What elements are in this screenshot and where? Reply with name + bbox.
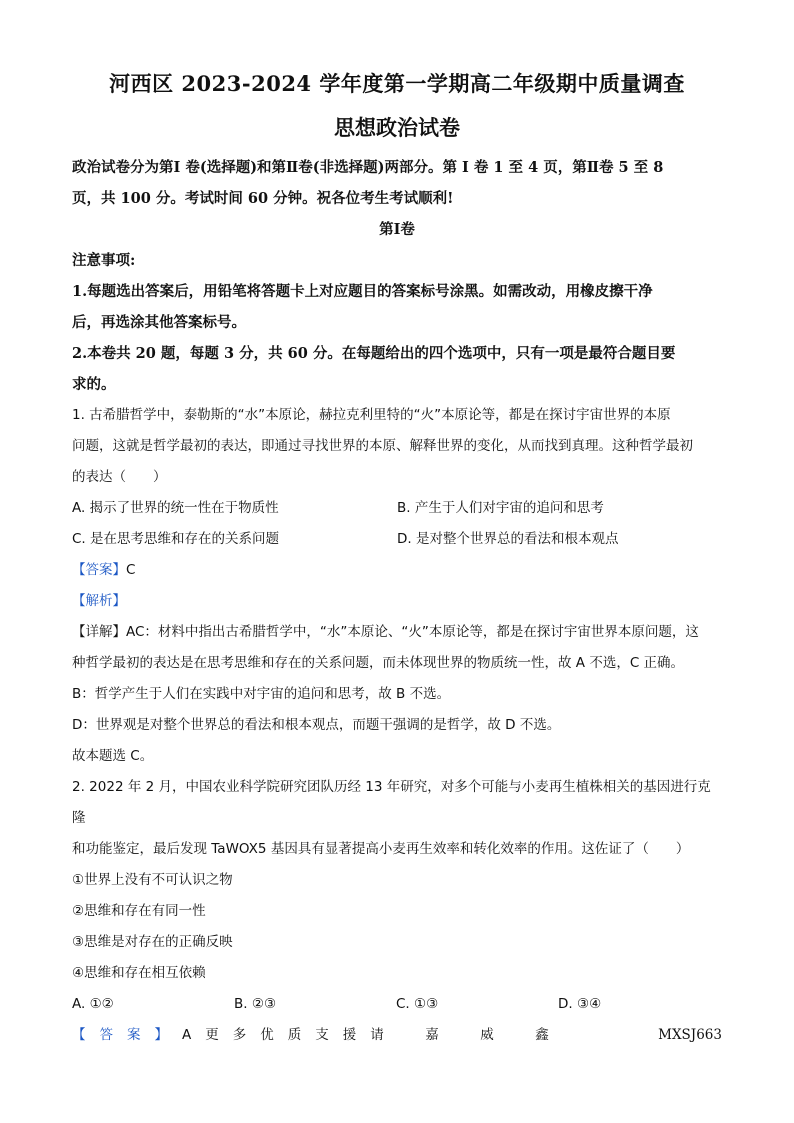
q1-stem-line-2: 问题，这就是哲学最初的表达，即通过寻找世界的本原、解释世界的变化，从而找到真理。这种哲学最初 — [72, 438, 693, 454]
q1-options-row-2 — [72, 524, 722, 555]
exam-title: 河西区 2023-2024 学年度第一学期高二年级期中质量调查 — [109, 71, 685, 96]
answer-value: C — [126, 562, 136, 578]
q1-answer — [72, 555, 722, 586]
q1-detail-line-4: D：世界观是对整个世界总的看法和根本观点，而题干强调的是哲学，故 D 不选。 — [72, 717, 561, 733]
q1-option-c: C. 是在思考思维和存在的关系问题 — [72, 531, 280, 547]
intro-line-2: 页，共 100 分。考试时间 60 分钟。祝各位考生考试顺利! — [72, 190, 454, 207]
exam-subtitle: 思想政治试卷 — [334, 115, 460, 140]
q2-statement-2: ②思维和存在有同一性 — [72, 903, 206, 919]
detail-text-1: AC：材料中指出古希腊哲学中，“水”本原论、“火”本原论等，都是在探讨宇宙世界本原问题，这 — [126, 624, 699, 640]
q2-options-row — [72, 989, 722, 1020]
note-2-line-2: 求的。 — [72, 376, 116, 393]
q2-statement-1: ①世界上没有不可认识之物 — [72, 872, 233, 888]
q2-stem-line-1: 2. 2022 年 2 月，中国农业科学院研究团队历经 13 年研究，对多个可能与小麦再生植株相关的基因进行克隆 — [72, 779, 711, 826]
exam-page — [72, 70, 722, 1051]
q2-option-d: D. ③④ — [558, 996, 602, 1012]
answer-label: 【答案】 — [72, 562, 126, 578]
intro-line-1: 政治试卷分为第Ⅰ 卷(选择题)和第Ⅱ卷(非选择题)两部分。第 Ⅰ 卷 1 至 4 页，第Ⅱ卷 5 至 8 — [72, 159, 664, 176]
q1-stem-line-1: 1. 古希腊哲学中，泰勒斯的“水”本原论，赫拉克利里特的“火”本原论等，都是在探讨宇宙世界的本原 — [72, 407, 671, 423]
q2-option-a: A. ①② — [72, 996, 114, 1012]
q2-statement-3: ③思维是对存在的正确反映 — [72, 934, 233, 950]
note-1-line-2: 后，再选涂其他答案标号。 — [72, 314, 246, 331]
footer-promo: A更多优质支援请 嘉 威 鑫 — [182, 1027, 563, 1043]
note-1-line-1: 1.每题选出答案后，用铅笔将答题卡上对应题目的答案标号涂黑。如需改动，用橡皮擦干净 — [72, 283, 653, 300]
q2-option-b: B. ②③ — [234, 996, 277, 1012]
q1-analysis — [72, 586, 722, 617]
analysis-label: 【解析】 — [72, 593, 126, 609]
q1-options-row-1 — [72, 493, 722, 524]
q2-statement-4: ④思维和存在相互依赖 — [72, 965, 206, 981]
q1-detail-line-1 — [72, 617, 722, 648]
section-title: 第Ⅰ卷 — [379, 221, 415, 238]
q1-stem-line-3: 的表达（ ） — [72, 469, 167, 485]
q2-option-c: C. ①③ — [396, 996, 439, 1012]
q1-option-d: D. 是对整个世界总的看法和根本观点 — [397, 531, 619, 547]
q1-detail-line-2: 种哲学最初的表达是在思考思维和存在的关系问题，而未体现世界的物质统一性，故 A 不选，C 正确。 — [72, 655, 685, 671]
q1-option-a: A. 揭示了世界的统一性在于物质性 — [72, 500, 279, 516]
note-2-line-1: 2.本卷共 20 题，每题 3 分，共 60 分。在每题给出的四个选项中，只有一项是最符合题目要 — [72, 345, 676, 362]
q1-option-b: B. 产生于人们对宇宙的追问和思考 — [397, 500, 604, 516]
footer-answer-label: 【答案】 — [72, 1027, 182, 1043]
notes-heading: 注意事项: — [72, 252, 136, 269]
detail-label: 【详解】 — [72, 624, 126, 640]
q1-detail-line-3: B：哲学产生于人们在实践中对宇宙的追问和思考，故 B 不选。 — [72, 686, 451, 702]
footer-code: MXSJ663 — [658, 1027, 722, 1043]
footer-line — [72, 1020, 722, 1051]
footer-text — [72, 1020, 563, 1051]
q2-stem-line-2: 和功能鉴定，最后发现 TaWOX5 基因具有显著提高小麦再生效率和转化效率的作用。这佐证了（ ） — [72, 841, 690, 857]
q1-conclusion: 故本题选 C。 — [72, 748, 154, 764]
